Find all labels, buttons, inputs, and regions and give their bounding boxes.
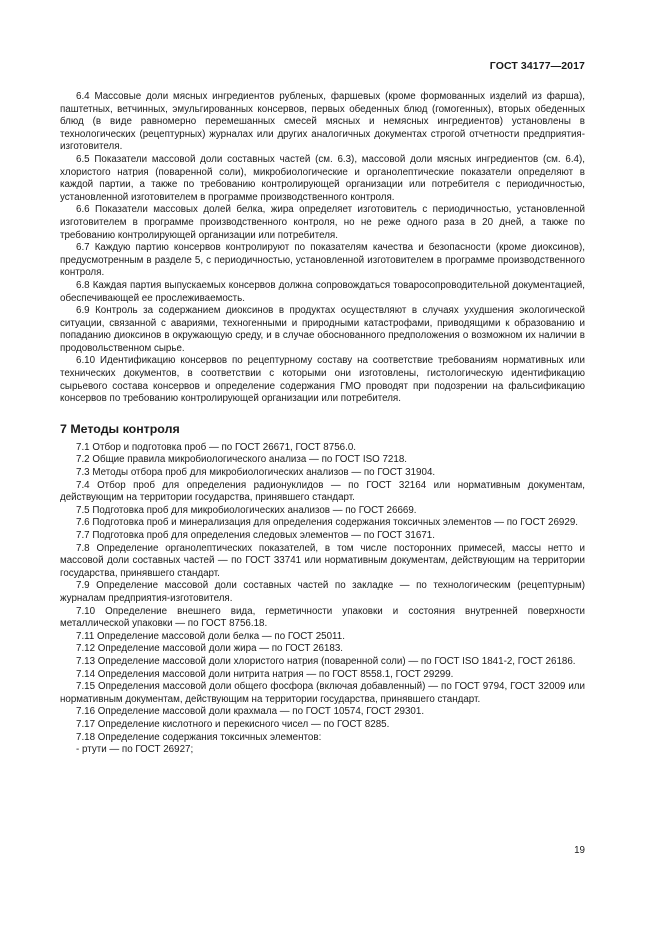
paragraph-6-4: 6.4 Массовые доли мясных ингредиентов рубленых, фаршевых (кроме формованных изделий из фарша), паштетных, ветчинных, эмульгированных консервов, первых обеденных блюд (гомогенных), вторых обеденных блюд (в виде равномерно перемешанных смесей мясных и немясных ингредиентов) установлены в технологических (рецептурных) журналах или других аналогичных документах строгой отчетности предприятия-изготовителя. [60,91,585,153]
paragraph-6-6: 6.6 Показатели массовых долей белка, жира определяет изготовитель с периодичностью, установленной изготовителем в программе производственного контроля, но не реже одного раза в 20 дней, а также по требованию контролирующей организации или потребителя. [60,204,585,241]
paragraph-6-5: 6.5 Показатели массовой доли составных частей (см. 6.3), массовой доли мясных ингредиентов (см. 6.4), хлористого натрия (поваренной соли), микробиологические и органолептические показатели определяют в каждой партии, а также по требованию контролирующей организации или потребителя с периодичностью, установленной изготовителем в программе производственного контроля. [60,153,585,203]
item-7-16: 7.16 Определение массовой доли крахмала — по ГОСТ 10574, ГОСТ 29301. [76,706,425,718]
paragraph-6-7: 6.7 Каждую партию консервов контролируют по показателям качества и безопасности (кроме диоксинов), предусмотренным в разделе 5, с периодичностью, установленной изготовителем в программе производственного контроля. [60,242,585,279]
item-7-12: 7.12 Определение массовой доли жира — по ГОСТ 26183. [76,643,344,655]
item-7-11: 7.11 Определение массовой доли белка — по ГОСТ 25011. [76,630,345,642]
item-7-13: 7.13 Определение массовой доли хлористого натрия (поваренной соли) — по ГОСТ ISO 1841-2, ГОСТ 26186. [76,655,576,667]
item-7-14: 7.14 Определения массовой доли нитрита натрия — по ГОСТ 8558.1, ГОСТ 29299. [76,668,454,680]
item-7-3: 7.3 Методы отбора проб для микробиологических анализов — по ГОСТ 31904. [76,467,436,479]
section-6-continuation [60,91,585,406]
item-7-7: 7.7 Подготовка проб для определения следовых элементов — по ГОСТ 31671. [76,530,435,541]
item-7-1: 7.1 Отбор и подготовка проб — по ГОСТ 26671, ГОСТ 8756.0. [76,441,356,453]
item-7-8: 7.8 Определение органолептических показателей, в том числе посторонних примесей, массы нетто и массовой доли составных частей — по ГОСТ 33741 или нормативным документам, действующим на территории государства, принявшего стандарт. [60,542,585,579]
paragraph-6-8: 6.8 Каждая партия выпускаемых консервов должна сопровождаться товаросопроводительной документацией, обеспечивающей ее прослеживаемость. [60,279,585,304]
list-item-mercury: - ртути — по ГОСТ 26927; [76,744,194,756]
section-7-title: 7 Методы контроля [60,421,180,436]
item-7-5: 7.5 Подготовка проб для микробиологических анализов — по ГОСТ 26669. [76,504,417,516]
item-7-15: 7.15 Определения массовой доли общего фосфора (включая добавленный) — по ГОСТ 9794, ГОСТ 32009 или нормативным документам, действующим на территории государства, принявшего стандарт. [60,681,585,705]
item-7-17: 7.17 Определение кислотного и перекисного чисел — по ГОСТ 8285. [76,718,390,730]
item-7-9: 7.9 Определение массовой доли составных частей по закладке — по технологическим (рецептурным) журналам предприятия-изготовителя. [60,580,585,604]
item-7-18: 7.18 Определение содержания токсичных элементов: [76,731,322,743]
item-7-6: 7.6 Подготовка проб и минерализация для определения содержания токсичных элементов — по ГОСТ 26929. [76,517,578,529]
document-header: ГОСТ 34177—2017 [489,60,585,72]
paragraph-6-10: 6.10 Идентификацию консервов по рецептурному составу на соответствие требованиям нормативных или технических документов, в соответствии с которыми они изготовлены, гистологическую идентификацию сырьевого состава консервов и определение содержания ГМО проводят при подозрении на фальсификацию консервов по требованию контролирующей организации или потребителя. [60,355,585,405]
item-7-10: 7.10 Определение внешнего вида, герметичности упаковки и состояния внутренней поверхности металлической упаковки — по ГОСТ 8756.18. [60,605,585,630]
section-7-items [60,442,585,757]
paragraph-6-9: 6.9 Контроль за содержанием диоксинов в продуктах осуществляют в случаях ухудшения экологической ситуации, связанной с авариями, техногенными и природными катастрофами, приводящими к образованию и попаданию диоксинов в окружающую среду, и в случае обоснованного предположения о возможном их наличии в продовольственном сырье. [60,305,585,354]
page-body [60,91,585,757]
item-7-2: 7.2 Общие правила микробиологического анализа — по ГОСТ ISO 7218. [76,454,407,466]
item-7-4: 7.4 Отбор проб для определения радионуклидов — по ГОСТ 32164 или нормативным документам, действующим на территории государства, принявшего стандарт. [60,479,585,504]
page-number: 19 [574,845,585,856]
